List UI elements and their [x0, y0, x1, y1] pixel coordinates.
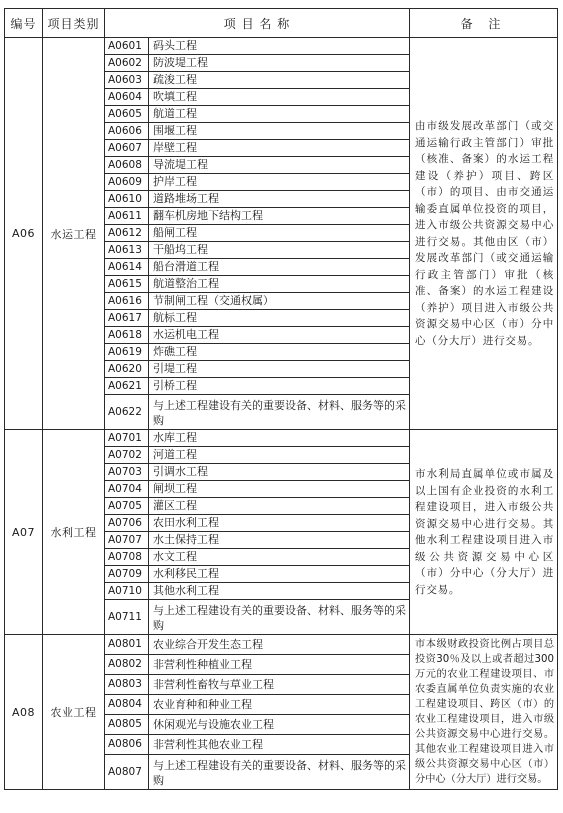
item-name: 休闲观光与设施农业工程 [149, 715, 410, 735]
item-code: A0612 [105, 225, 149, 242]
item-code: A0611 [105, 208, 149, 225]
item-code: A0704 [105, 481, 149, 498]
item-name: 农业育种和种业工程 [149, 695, 410, 715]
group-category: 水利工程 [43, 430, 105, 635]
item-name: 与上述工程建设有关的重要设备、材料、服务等的采购 [149, 755, 410, 790]
item-name: 其他水利工程 [149, 583, 410, 600]
item-code: A0803 [105, 675, 149, 695]
item-code: A0710 [105, 583, 149, 600]
item-code: A0615 [105, 276, 149, 293]
item-name: 炸礁工程 [149, 344, 410, 361]
item-name: 护岸工程 [149, 174, 410, 191]
group-note: 市水利局直属单位或市属及以上国有企业投资的水利工程建设项目，进入市级公共资源交易中心进行交易。其他水利工程建设项目进入市级公共资源交易中心区（市）分中心（分大厅）进行交易。 [410, 430, 558, 635]
group-category: 水运工程 [43, 38, 105, 430]
item-name: 闸坝工程 [149, 481, 410, 498]
table-row [5, 38, 558, 55]
item-code: A0601 [105, 38, 149, 55]
item-name: 节制闸工程（交通权属） [149, 293, 410, 310]
item-code: A0706 [105, 515, 149, 532]
item-code: A0622 [105, 395, 149, 430]
group-category: 农业工程 [43, 635, 105, 790]
group-number: A06 [5, 38, 43, 430]
item-code: A0702 [105, 447, 149, 464]
group-note: 由市级发展改革部门（或交通运输行政主管部门）审批（核准、备案）的水运工程建设（养护）项目、跨区（市）的项目、由市交通运输委直属单位投资的项目，进入市级公共资源交易中心进行交易。其他由区（市）发展改革部门（或交通运输行政主管部门）审批（核准、备案）的水运工程建设（养护）项目进入市级公共资源交易中心区（市）分中心（分大厅）进行交易。 [410, 38, 558, 430]
item-code: A0616 [105, 293, 149, 310]
item-code: A0619 [105, 344, 149, 361]
item-code: A0605 [105, 106, 149, 123]
item-name: 导流堤工程 [149, 157, 410, 174]
header-note: 备 注 [410, 9, 558, 38]
item-name: 围堰工程 [149, 123, 410, 140]
item-name: 疏浚工程 [149, 72, 410, 89]
item-name: 船闸工程 [149, 225, 410, 242]
header-project-name: 项 目 名 称 [105, 9, 410, 38]
item-name: 与上述工程建设有关的重要设备、材料、服务等的采购 [149, 600, 410, 635]
header-num: 编号 [5, 9, 43, 38]
item-name: 航道工程 [149, 106, 410, 123]
item-code: A0603 [105, 72, 149, 89]
item-code: A0613 [105, 242, 149, 259]
item-code: A0804 [105, 695, 149, 715]
item-code: A0802 [105, 655, 149, 675]
table-body [5, 38, 558, 790]
item-name: 码头工程 [149, 38, 410, 55]
item-code: A0609 [105, 174, 149, 191]
item-name: 船台滑道工程 [149, 259, 410, 276]
header-category: 项目类别 [43, 9, 105, 38]
item-name: 水文工程 [149, 549, 410, 566]
item-name: 引桥工程 [149, 378, 410, 395]
item-code: A0807 [105, 755, 149, 790]
item-name: 水利移民工程 [149, 566, 410, 583]
item-code: A0705 [105, 498, 149, 515]
item-name: 农业综合开发生态工程 [149, 635, 410, 655]
item-code: A0801 [105, 635, 149, 655]
item-name: 翻车机房地下结构工程 [149, 208, 410, 225]
item-name: 灌区工程 [149, 498, 410, 515]
item-code: A0620 [105, 361, 149, 378]
item-code: A0608 [105, 157, 149, 174]
item-code: A0618 [105, 327, 149, 344]
item-name: 与上述工程建设有关的重要设备、材料、服务等的采购 [149, 395, 410, 430]
item-code: A0602 [105, 55, 149, 72]
item-code: A0806 [105, 735, 149, 755]
item-name: 引堤工程 [149, 361, 410, 378]
item-name: 非营利性其他农业工程 [149, 735, 410, 755]
item-code: A0606 [105, 123, 149, 140]
item-name: 岸壁工程 [149, 140, 410, 157]
item-name: 非营利性种植业工程 [149, 655, 410, 675]
item-code: A0607 [105, 140, 149, 157]
item-name: 引调水工程 [149, 464, 410, 481]
item-code: A0621 [105, 378, 149, 395]
item-name: 水运机电工程 [149, 327, 410, 344]
item-name: 航道整治工程 [149, 276, 410, 293]
item-name: 农田水利工程 [149, 515, 410, 532]
item-code: A0805 [105, 715, 149, 735]
group-note: 市本级财政投资比例占项目总投资30％及以上或者超过300万元的农业工程建设项目、市农委直属单位负责实施的农业工程建设项目、跨区（市）的农业工程建设项目，进入市级公共资源交易中心进行交易。其他农业工程建设项目进入市级公共资源交易中心区（市）分中心（分大厅）进行交易。 [410, 635, 558, 790]
table-header-row [5, 9, 558, 38]
item-name: 航标工程 [149, 310, 410, 327]
project-catalog-sheet [4, 8, 557, 806]
item-name: 吹填工程 [149, 89, 410, 106]
item-code: A0614 [105, 259, 149, 276]
item-code: A0703 [105, 464, 149, 481]
item-name: 水库工程 [149, 430, 410, 447]
item-name: 河道工程 [149, 447, 410, 464]
item-name: 非营利性畜牧与草业工程 [149, 675, 410, 695]
item-code: A0708 [105, 549, 149, 566]
item-code: A0709 [105, 566, 149, 583]
item-name: 干船坞工程 [149, 242, 410, 259]
item-code: A0701 [105, 430, 149, 447]
group-number: A07 [5, 430, 43, 635]
item-name: 防波堤工程 [149, 55, 410, 72]
item-code: A0617 [105, 310, 149, 327]
item-code: A0604 [105, 89, 149, 106]
project-catalog-table [4, 8, 558, 790]
table-row [5, 430, 558, 447]
group-number: A08 [5, 635, 43, 790]
table-row [5, 635, 558, 655]
item-name: 道路堆场工程 [149, 191, 410, 208]
item-code: A0711 [105, 600, 149, 635]
item-code: A0707 [105, 532, 149, 549]
item-name: 水土保持工程 [149, 532, 410, 549]
item-code: A0610 [105, 191, 149, 208]
